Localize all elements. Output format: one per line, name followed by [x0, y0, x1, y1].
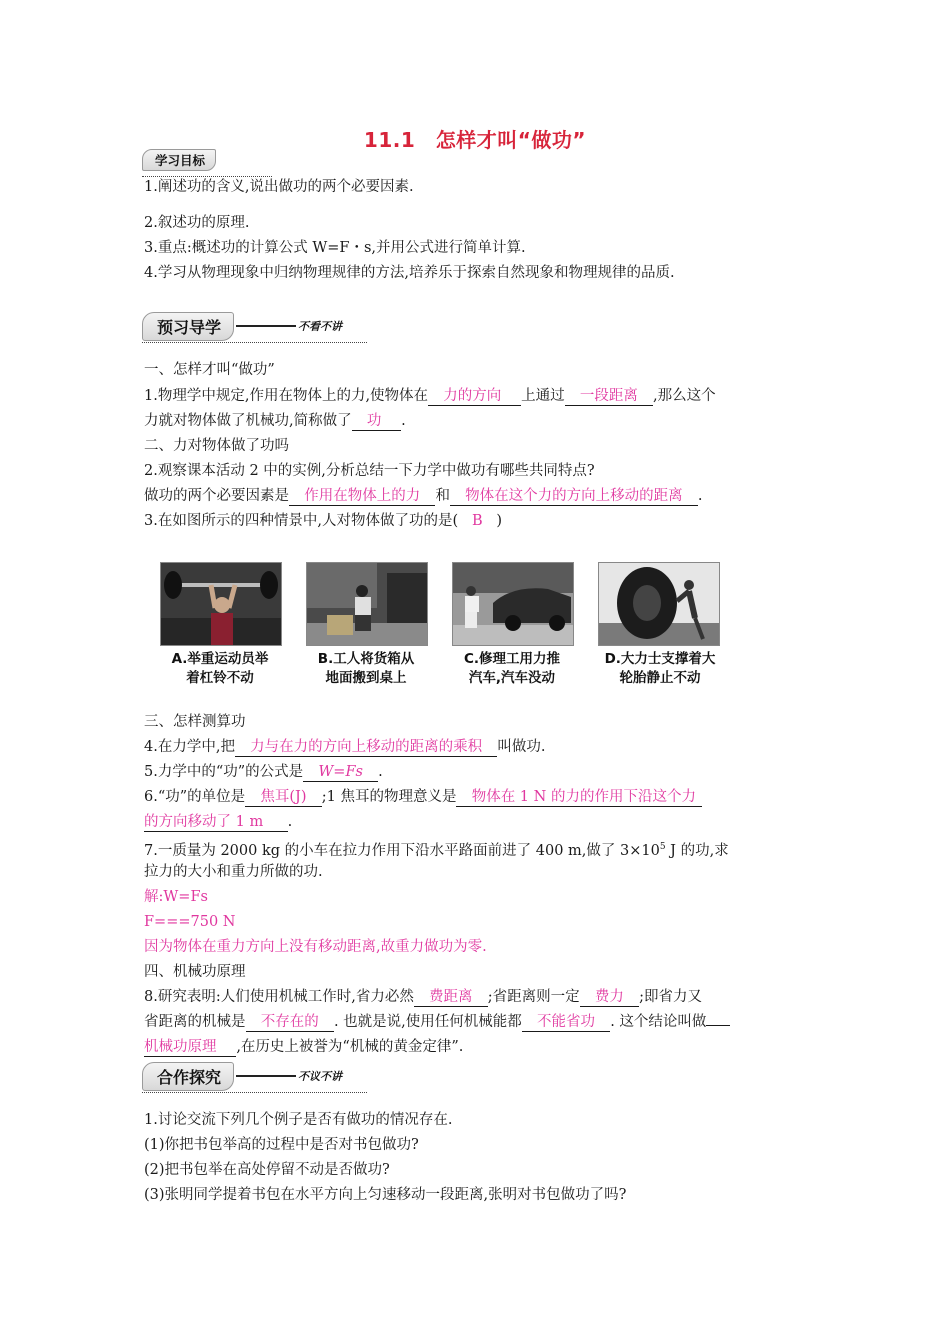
question-6: 6.“功”的单位是 焦耳(J) ;1 焦耳的物理意义是 物体在 1 N 的力的作用下沿这个力 [144, 787, 702, 807]
solution-line: F===750 N [144, 914, 236, 930]
discussion-item: (3)张明同学提着书包在水平方向上匀速移动一段距离,张明对书包做功了吗? [144, 1187, 627, 1203]
section-header-preview [142, 312, 342, 340]
subheading: 三、怎样测算功 [144, 714, 246, 730]
question-8: 8.研究表明:人们使用机械工作时,省力必然 费距离 ;省距离则一定 费力 ;即省力又 [144, 989, 702, 1005]
answer-blank: 机械功原理 [144, 1039, 236, 1057]
caption-c: C.修理工用力推 汽车,汽车没动 [463, 651, 561, 686]
solution-line: 解:W=Fs [144, 889, 208, 905]
answer-blank: 功 [352, 413, 402, 431]
strongman-photo [598, 562, 720, 646]
answer-blank: 力与在力的方向上移动的距离的乘积 [235, 739, 497, 757]
question-1-cont: 力就对物体做了机械功,简称做了 功 . [144, 413, 406, 429]
question-8-cont: 机械功原理 ,在历史上被誉为“机械的黄金定律”. [144, 1039, 464, 1055]
answer-choice: B [471, 513, 483, 529]
section-tag: 不议不讲 [298, 1070, 343, 1083]
subheading: 四、机械功原理 [144, 964, 246, 980]
question-7: 7.一质量为 2000 kg 的小车在拉力作用下沿水平路面前进了 400 m,做了 $3\times 10^5$ J 的功,求 [144, 842, 729, 859]
mechanic-photo [452, 562, 574, 646]
section-tag: 不看不讲 [298, 320, 343, 333]
caption-b: B.工人将货箱从 地面搬到桌上 [317, 651, 415, 686]
question-5: 5.力学中的“功”的公式是 W=Fs . [144, 764, 383, 780]
answer-blank: 一段距离 [565, 388, 653, 406]
mechanic-image [453, 563, 573, 645]
question-1: 1.物理学中规定,作用在物体上的力,使物体在 力的方向 上通过 一段距离 ,那么这个 [144, 388, 716, 404]
question-2: 2.观察课本活动 2 中的实例,分析总结一下力学中做功有哪些共同特点? [144, 463, 595, 479]
answer-blank: 费距离 [414, 989, 488, 1007]
question-8-cont: 省距离的机械是 不存在的 . 也就是说,使用任何机械能都 不能省功 . 这个结论叫做 [144, 1012, 730, 1032]
question-3: 3.在如图所示的四种情景中,人对物体做了功的是( B ) [144, 513, 503, 529]
header-dash [236, 325, 296, 327]
answer-blank: 作用在物体上的力 [289, 488, 435, 506]
header-divider [142, 1092, 367, 1093]
answer-blank: 焦耳(J) [245, 789, 322, 807]
worker-photo [306, 562, 428, 646]
tire-image [599, 563, 719, 645]
answer-blank: 的方向移动了 1 m [144, 814, 288, 832]
worker-image [307, 563, 427, 645]
section-badge: 合作探究 [142, 1062, 234, 1091]
header-dash [236, 1075, 296, 1077]
answer-blank [706, 1025, 730, 1026]
answer-blank: 物体在 1 N 的力的作用下沿这个力 [456, 789, 701, 807]
section-badge: 预习导学 [142, 312, 234, 341]
caption-a: A.举重运动员举 着杠铃不动 [171, 651, 269, 686]
section-header-cooperate [142, 1062, 342, 1090]
goal-item: 1.阐述功的含义,说出做功的两个必要因素. [144, 179, 414, 195]
answer-blank: W=Fs [303, 764, 378, 782]
weightlifter-image [161, 563, 281, 645]
answer-blank: 物体在这个力的方向上移动的距离 [450, 488, 698, 506]
section-badge: 学习目标 [142, 149, 216, 171]
question-7-cont: 拉力的大小和重力所做的功. [144, 864, 323, 880]
answer-blank: 力的方向 [428, 388, 521, 406]
caption-d: D.大力士支撑着大 轮胎静止不动 [604, 651, 716, 686]
header-divider [142, 342, 367, 343]
discussion-item: (2)把书包举在高处停留不动是否做功? [144, 1162, 390, 1178]
discussion-item: (1)你把书包举高的过程中是否对书包做功? [144, 1137, 419, 1153]
discussion-item: 1.讨论交流下列几个例子是否有做功的情况存在. [144, 1112, 453, 1128]
scenario-figure [160, 562, 760, 692]
answer-blank: 不能省功 [522, 1014, 610, 1032]
section-header-goals [142, 146, 216, 174]
question-4: 4.在力学中,把 力与在力的方向上移动的距离的乘积 叫做功. [144, 739, 546, 755]
goal-item: 4.学习从物理现象中归纳物理规律的方法,培养乐于探索自然现象和物理规律的品质. [144, 265, 675, 281]
question-2-cont: 做功的两个必要因素是 作用在物体上的力 和 物体在这个力的方向上移动的距离 . [144, 488, 703, 504]
goal-item: 3.重点:概述功的计算公式 W=F・s,并用公式进行简单计算. [144, 240, 526, 256]
goal-item: 2.叙述功的原理. [144, 215, 250, 231]
answer-blank: 不存在的 [246, 1014, 334, 1032]
answer-blank: 费力 [580, 989, 639, 1007]
subheading: 二、力对物体做了功吗 [144, 438, 289, 454]
weightlifter-photo [160, 562, 282, 646]
question-6-cont: 的方向移动了 1 m . [144, 814, 293, 830]
solution-line: 因为物体在重力方向上没有移动距离,故重力做功为零. [144, 939, 487, 955]
subheading: 一、怎样才叫“做功” [144, 362, 275, 378]
page-title: 11.1 怎样才叫“做功” [363, 128, 587, 152]
